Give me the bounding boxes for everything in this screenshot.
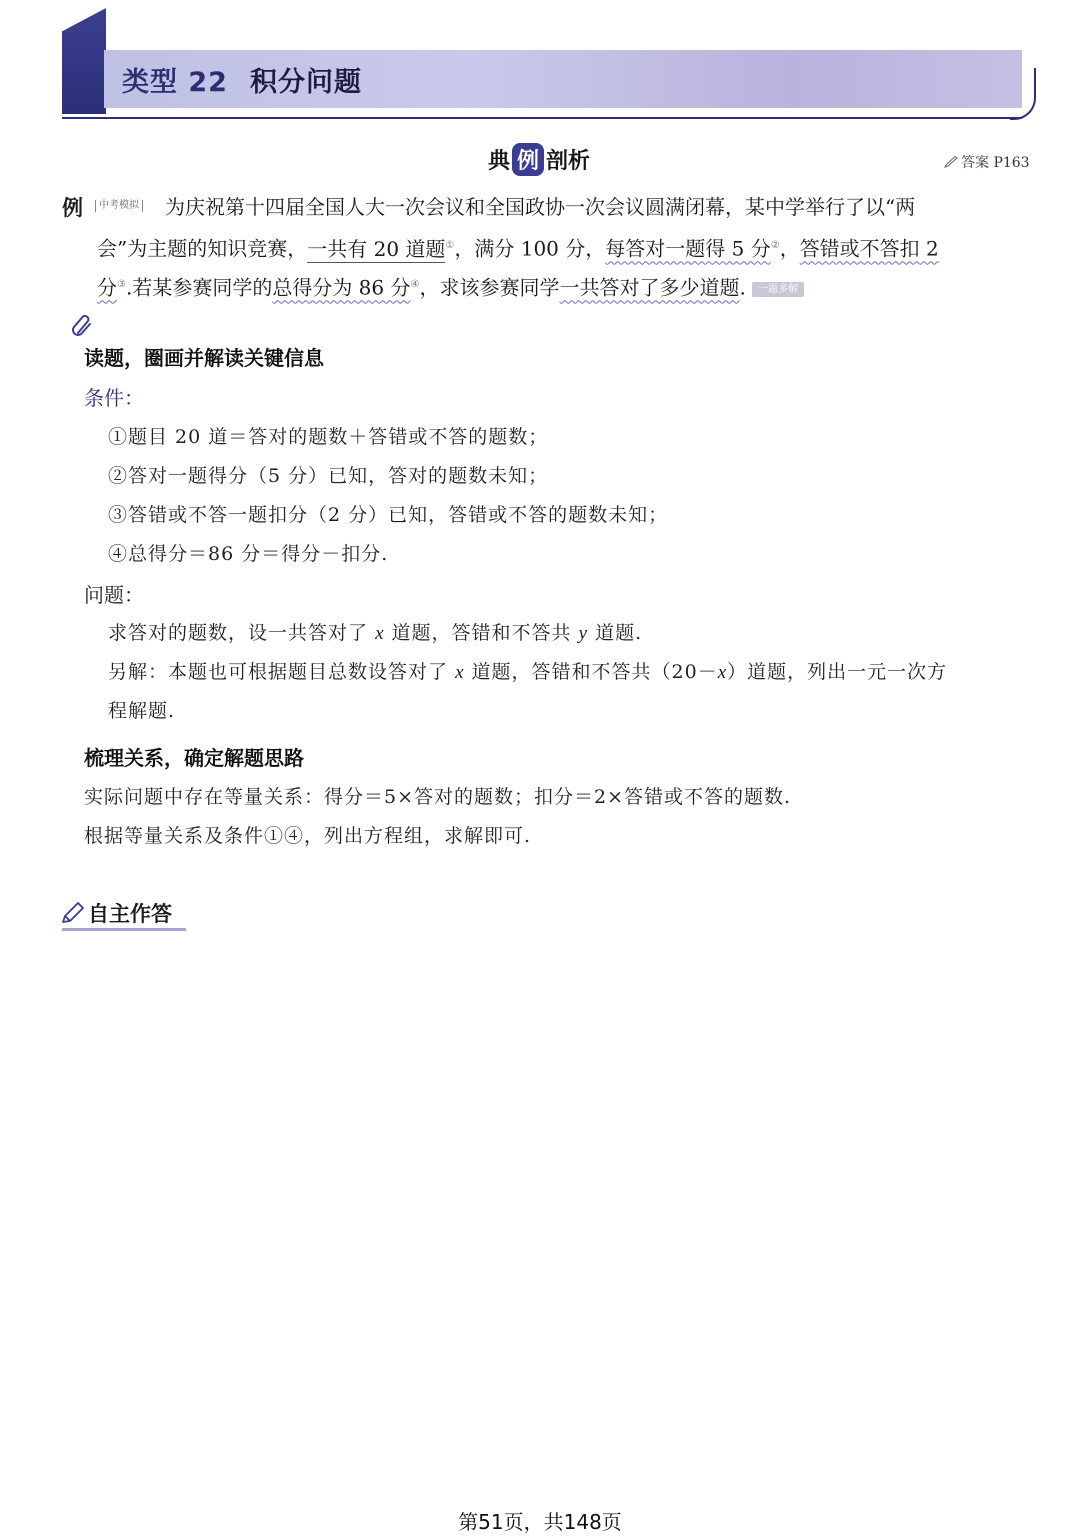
problem-text: 为庆祝第十四届全国人大一次会议和全国政协一次会议圆满闭幕，某中学举行了以“两 bbox=[165, 195, 916, 219]
variable-x: x bbox=[717, 662, 728, 683]
key-info-total-score: 总得分为 86 分 bbox=[272, 275, 411, 300]
alternative-solution-line-2: 程解题. bbox=[108, 700, 176, 722]
problem-line-3 bbox=[97, 266, 804, 307]
example-heading-suffix: 剖析 bbox=[546, 149, 591, 174]
key-info-points-correct: 每答对一题得 5 分 bbox=[605, 236, 771, 261]
self-answer-heading bbox=[60, 898, 172, 928]
key-info-points-deducted-cont: 分 bbox=[97, 275, 117, 300]
key-info-total-questions: 一共有 20 道题 bbox=[307, 236, 446, 261]
conditions-label: 条件： bbox=[84, 388, 144, 410]
circled-number: ② bbox=[770, 240, 780, 251]
question-text-part: 道题. bbox=[595, 622, 643, 644]
pencil-icon bbox=[60, 901, 86, 925]
circled-number: ④ bbox=[410, 279, 420, 290]
alt-text-part: 另解：本题也可根据题目总数设答对了 bbox=[108, 661, 449, 683]
paperclip-icon bbox=[70, 313, 96, 339]
self-answer-label: 自主作答 bbox=[88, 902, 172, 926]
relation-line-1: 实际问题中存在等量关系：得分＝5×答对的题数；扣分＝2×答错或不答的题数. bbox=[84, 786, 792, 808]
section-title: 积分问题 bbox=[250, 67, 362, 98]
problem-line-1 bbox=[165, 188, 915, 226]
circled-number: ① bbox=[445, 240, 455, 251]
header-banner bbox=[104, 50, 1022, 108]
example-heading-badge: 例 bbox=[512, 143, 544, 176]
condition-item: ③答错或不答一题扣分（2 分）已知，答错或不答的题数未知； bbox=[108, 504, 669, 526]
alternative-solution-line-1 bbox=[108, 657, 947, 684]
key-info-points-deducted: 答错或不答扣 2 bbox=[799, 236, 939, 261]
read-question-heading: 读题，圈画并解读关键信息 bbox=[84, 346, 324, 370]
problem-text: .若某参赛同学的 bbox=[125, 275, 273, 300]
problem-text: ，满分 100 分， bbox=[454, 236, 606, 261]
condition-item: ①题目 20 道＝答对的题数＋答错或不答的题数； bbox=[108, 426, 549, 448]
self-answer-underline bbox=[62, 928, 186, 931]
variable-x: x bbox=[455, 662, 465, 683]
problem-line-2 bbox=[97, 227, 939, 268]
relation-heading: 梳理关系，确定解题思路 bbox=[84, 746, 304, 770]
source-tag: 中考模拟 bbox=[95, 200, 143, 212]
condition-item: ②答对一题得分（5 分）已知，答对的题数未知； bbox=[108, 465, 549, 487]
alt-text-part: ）道题，列出一元一次方 bbox=[727, 661, 948, 683]
question-label: 问题： bbox=[84, 585, 144, 607]
circled-number: ③ bbox=[117, 279, 126, 290]
problem-text: ， bbox=[779, 236, 800, 261]
example-heading bbox=[488, 143, 590, 176]
variable-y: y bbox=[578, 623, 589, 644]
problem-text: 会”为主题的知识竞赛， bbox=[97, 236, 308, 261]
multi-solution-tag: 一题多解 bbox=[752, 282, 804, 297]
example-heading-prefix: 典 bbox=[488, 149, 511, 174]
header-banner-curve bbox=[1010, 68, 1036, 120]
header-rule bbox=[62, 117, 1022, 119]
problem-text: . bbox=[739, 275, 746, 300]
key-info-question: 一共答对了多少道题 bbox=[559, 275, 740, 300]
variable-x: x bbox=[375, 623, 385, 644]
pencil-icon bbox=[944, 156, 958, 168]
example-mark: 例 bbox=[62, 196, 83, 220]
relation-line-2: 根据等量关系及条件①④，列出方程组，求解即可. bbox=[84, 825, 532, 847]
alt-text-part: 道题，答错和不答共（20－ bbox=[471, 661, 718, 683]
answer-reference[interactable] bbox=[944, 152, 1030, 172]
problem-text: ，求该参赛同学 bbox=[419, 275, 560, 300]
condition-item: ④总得分＝86 分＝得分－扣分. bbox=[108, 543, 389, 565]
answer-reference-text: 答案 P163 bbox=[961, 155, 1030, 171]
section-type-label: 类型 22 bbox=[122, 67, 228, 98]
question-text-part: 道题，答错和不答共 bbox=[391, 622, 572, 644]
page-footer: 第51页，共148页 bbox=[458, 1510, 622, 1534]
question-text-part: 求答对的题数，设一共答对了 bbox=[108, 622, 369, 644]
header-banner-tab bbox=[62, 8, 106, 114]
question-text bbox=[108, 618, 642, 645]
